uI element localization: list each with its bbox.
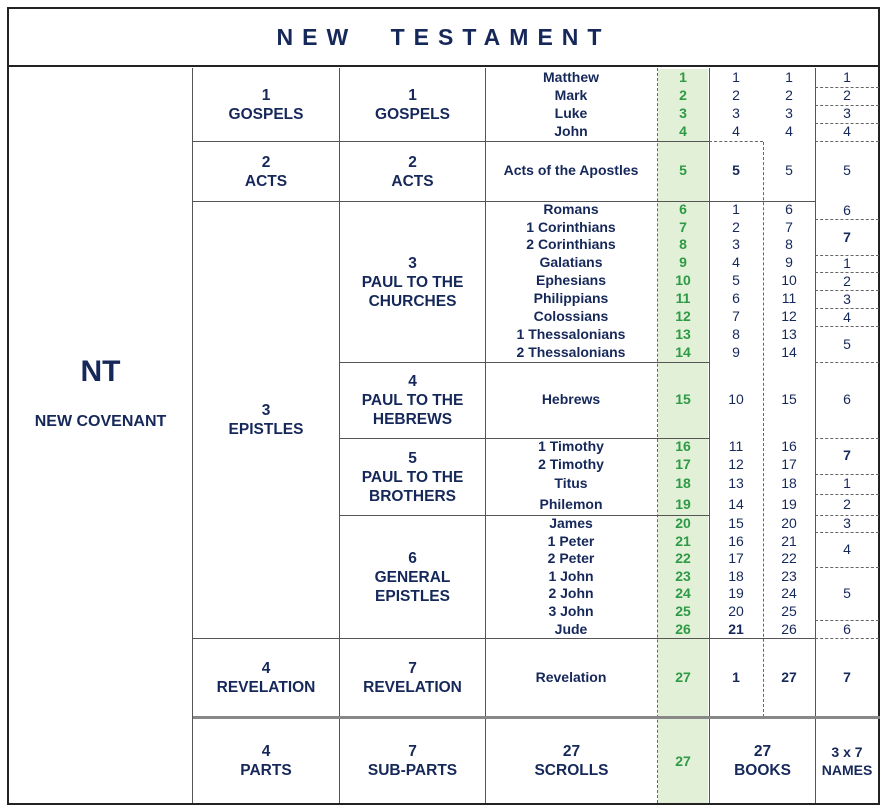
book-total: 8 [785, 236, 793, 252]
book-count: 13 [728, 475, 744, 491]
divider [815, 68, 816, 803]
divider [815, 326, 879, 327]
scroll-number: 18 [675, 475, 691, 491]
book-total: 17 [781, 456, 797, 472]
book-total: 6 [785, 201, 793, 217]
scroll-number: 22 [675, 550, 691, 566]
book-total: 23 [781, 568, 797, 584]
scroll-number: 3 [679, 105, 687, 121]
subpart-name: REVELATION [363, 678, 462, 696]
book-name: Philippians [533, 290, 609, 306]
divider [815, 638, 879, 639]
name-number: 1 [843, 475, 851, 491]
book-name: Hebrews [541, 391, 601, 407]
footer-label: PARTS [240, 762, 292, 779]
scroll-number: 16 [675, 438, 691, 454]
part-epistles [193, 202, 339, 638]
scroll-number: 20 [675, 515, 691, 531]
book-count: 16 [728, 533, 744, 549]
book-total: 10 [781, 272, 797, 288]
subpart-name: GOSPELS [375, 106, 450, 123]
name-number: 4 [843, 309, 851, 325]
subpart-num: 7 [408, 659, 417, 677]
part-name: GOSPELS [228, 106, 304, 123]
name-number: 6 [843, 391, 851, 407]
book-count: 3 [732, 236, 740, 252]
scroll-number: 19 [675, 496, 691, 512]
scroll-number: 23 [675, 568, 691, 584]
book-count: 12 [728, 456, 744, 472]
scroll-number-column [658, 69, 708, 803]
name-number: 2 [843, 496, 851, 512]
scroll-number: 9 [679, 254, 687, 270]
book-count: 9 [732, 344, 740, 360]
divider [815, 532, 879, 533]
book-count: 18 [728, 568, 744, 584]
book-count: 20 [728, 603, 744, 619]
book-count: 5 [732, 162, 740, 178]
name-number: 1 [843, 69, 851, 85]
subpart-name: BROTHERS [369, 487, 456, 505]
footer-books [710, 719, 815, 803]
scroll-number: 13 [675, 326, 691, 342]
scroll-number: 10 [675, 272, 691, 288]
name-number: 2 [843, 273, 851, 289]
book-count: 6 [732, 290, 740, 306]
subpart-num: 5 [408, 449, 417, 467]
book-total: 12 [781, 308, 797, 324]
divider [815, 494, 879, 495]
subpart-general-epistles [340, 516, 485, 638]
book-total: 7 [785, 219, 793, 235]
scroll-number: 27 [675, 669, 691, 685]
book-count: 5 [732, 272, 740, 288]
book-total: 20 [781, 515, 797, 531]
subpart-name: PAUL TO THE [361, 392, 464, 409]
name-number: 6 [843, 621, 851, 637]
book-count: 8 [732, 326, 740, 342]
book-name: 1 Timothy [538, 438, 604, 454]
book-total: 26 [781, 621, 797, 637]
name-number: 5 [843, 336, 851, 352]
book-name: 3 John [548, 603, 594, 619]
name-number: 4 [843, 123, 851, 139]
name-number: 1 [843, 255, 851, 271]
book-total: 15 [781, 391, 797, 407]
name-number: 5 [843, 162, 851, 178]
book-total: 19 [781, 496, 797, 512]
book-name: Luke [554, 105, 588, 121]
scroll-number: 25 [675, 603, 691, 619]
book-name: Matthew [543, 69, 599, 85]
book-count: 14 [728, 496, 744, 512]
book-count: 11 [728, 438, 744, 454]
part-num: 4 [261, 659, 271, 677]
scroll-number: 8 [679, 236, 687, 252]
part-gospels [193, 69, 339, 141]
name-number: 7 [843, 229, 851, 245]
subpart-num: 2 [408, 153, 417, 171]
nt-label: NEW COVENANT [34, 413, 167, 430]
nt-abbr: NT [80, 355, 121, 388]
subpart-num: 3 [408, 254, 417, 272]
book-total: 22 [781, 550, 797, 566]
subpart-gospels [340, 69, 485, 141]
book-name: 1 John [548, 568, 594, 584]
name-number: 7 [843, 669, 851, 685]
subpart-paul-churches [340, 202, 485, 362]
subpart-name: PAUL TO THE [361, 468, 464, 486]
book-name: Romans [543, 201, 599, 217]
book-name: Philemon [539, 496, 603, 512]
part-num: 2 [261, 153, 271, 171]
book-count: 10 [728, 391, 744, 407]
book-name: Titus [554, 475, 588, 491]
part-name: EPISTLES [228, 421, 304, 438]
book-count: 17 [728, 550, 744, 566]
name-number: 3 [843, 291, 851, 307]
subpart-name: CHURCHES [368, 292, 457, 310]
divider [709, 68, 710, 803]
book-name: 1 Thessalonians [516, 326, 626, 342]
subpart-name: EPISTLES [375, 587, 450, 605]
book-count: 2 [732, 87, 740, 103]
book-total: 25 [781, 603, 797, 619]
footer-number: 7 [408, 743, 417, 760]
book-name: 1 Corinthians [526, 219, 616, 235]
subpart-paul-hebrews [340, 363, 485, 438]
part-acts [193, 142, 339, 201]
divider [815, 438, 879, 439]
book-name: 2 Thessalonians [516, 344, 626, 360]
book-name: 1 Peter [547, 533, 595, 549]
book-total: 14 [781, 344, 797, 360]
footer-number: 27 [562, 743, 581, 760]
book-total: 18 [781, 475, 797, 491]
scroll-number: 4 [679, 123, 687, 139]
subpart-num: 4 [408, 373, 417, 390]
book-name: James [549, 515, 593, 531]
scroll-number: 24 [675, 585, 691, 601]
part-name: REVELATION [216, 678, 316, 696]
footer-green-total: 27 [675, 752, 691, 769]
scroll-number: 11 [675, 290, 691, 306]
page-title: NEW TESTAMENT [9, 9, 878, 67]
book-count: 21 [728, 621, 744, 637]
footer-number: 3 x 7 [831, 744, 863, 760]
scroll-number: 21 [675, 533, 691, 549]
divider [709, 141, 763, 142]
book-total: 21 [781, 533, 797, 549]
divider [815, 219, 879, 220]
scroll-number: 12 [675, 308, 691, 324]
name-number: 4 [843, 541, 851, 557]
book-total: 13 [781, 326, 797, 342]
book-count: 4 [732, 123, 740, 139]
book-total: 1 [785, 69, 793, 85]
name-number: 2 [843, 87, 851, 103]
book-name: 2 Peter [547, 550, 595, 566]
book-total: 27 [781, 669, 797, 685]
subpart-num: 6 [408, 549, 417, 567]
footer-scrolls [486, 719, 657, 803]
footer-names [816, 719, 878, 803]
book-name: John [554, 123, 588, 139]
book-name: Revelation [535, 669, 607, 685]
scroll-number: 7 [679, 219, 687, 235]
book-name: Acts of the Apostles [503, 162, 639, 178]
subpart-name: GENERAL [374, 568, 451, 586]
footer-parts [193, 719, 339, 803]
scroll-number: 5 [679, 162, 687, 178]
book-name: 2 John [548, 585, 594, 601]
scroll-number: 26 [675, 621, 691, 637]
scroll-number: 1 [679, 69, 687, 85]
book-count: 15 [728, 515, 744, 531]
book-name: 2 Timothy [538, 456, 604, 472]
book-count: 1 [732, 69, 740, 85]
part-name: ACTS [244, 172, 288, 190]
subpart-revelation [340, 639, 485, 716]
footer-subparts [340, 719, 485, 803]
book-name: Colossians [533, 308, 609, 324]
book-count: 1 [732, 669, 740, 685]
footer-label: SCROLLS [534, 762, 609, 779]
book-total: 2 [785, 87, 793, 103]
book-name: 2 Corinthians [526, 236, 616, 252]
book-total: 9 [785, 254, 793, 270]
subpart-paul-brothers [340, 439, 485, 515]
name-number: 3 [843, 105, 851, 121]
name-number: 3 [843, 515, 851, 531]
divider [815, 567, 879, 568]
book-name: Ephesians [535, 272, 607, 288]
name-number: 5 [843, 585, 851, 601]
scroll-number: 2 [679, 87, 687, 103]
nt-cell [9, 69, 192, 716]
subpart-name: HEBREWS [372, 411, 453, 428]
footer-label: SUB-PARTS [367, 762, 458, 779]
footer-label: BOOKS [734, 762, 791, 779]
book-count: 3 [732, 105, 740, 121]
subpart-name: ACTS [391, 172, 434, 190]
book-total: 24 [781, 585, 797, 601]
subpart-name: PAUL TO THE [361, 273, 464, 291]
book-count: 1 [732, 201, 740, 217]
part-num: 1 [261, 87, 271, 104]
footer-label: NAMES [821, 762, 873, 778]
book-name: Mark [554, 87, 588, 103]
scroll-number: 17 [675, 456, 691, 472]
scroll-number: 14 [675, 344, 691, 360]
scroll-number: 6 [679, 201, 687, 217]
book-total: 4 [785, 123, 793, 139]
divider [657, 68, 658, 803]
book-total: 11 [781, 290, 797, 306]
book-count: 4 [732, 254, 740, 270]
part-revelation [193, 639, 339, 716]
name-number: 6 [843, 202, 851, 218]
book-total: 3 [785, 105, 793, 121]
book-name: Jude [554, 621, 588, 637]
book-count: 7 [732, 308, 740, 324]
footer-number: 27 [753, 743, 772, 760]
book-count: 2 [732, 219, 740, 235]
divider [815, 362, 879, 363]
book-count: 19 [728, 585, 744, 601]
footer-number: 4 [261, 743, 271, 760]
book-total: 16 [781, 438, 797, 454]
subpart-num: 1 [408, 87, 417, 104]
part-num: 3 [261, 402, 271, 419]
book-name: Galatians [539, 254, 603, 270]
subpart-acts [340, 142, 485, 201]
name-number: 7 [843, 447, 851, 463]
divider [815, 141, 879, 142]
book-total: 5 [785, 162, 793, 178]
scroll-number: 15 [675, 391, 691, 407]
